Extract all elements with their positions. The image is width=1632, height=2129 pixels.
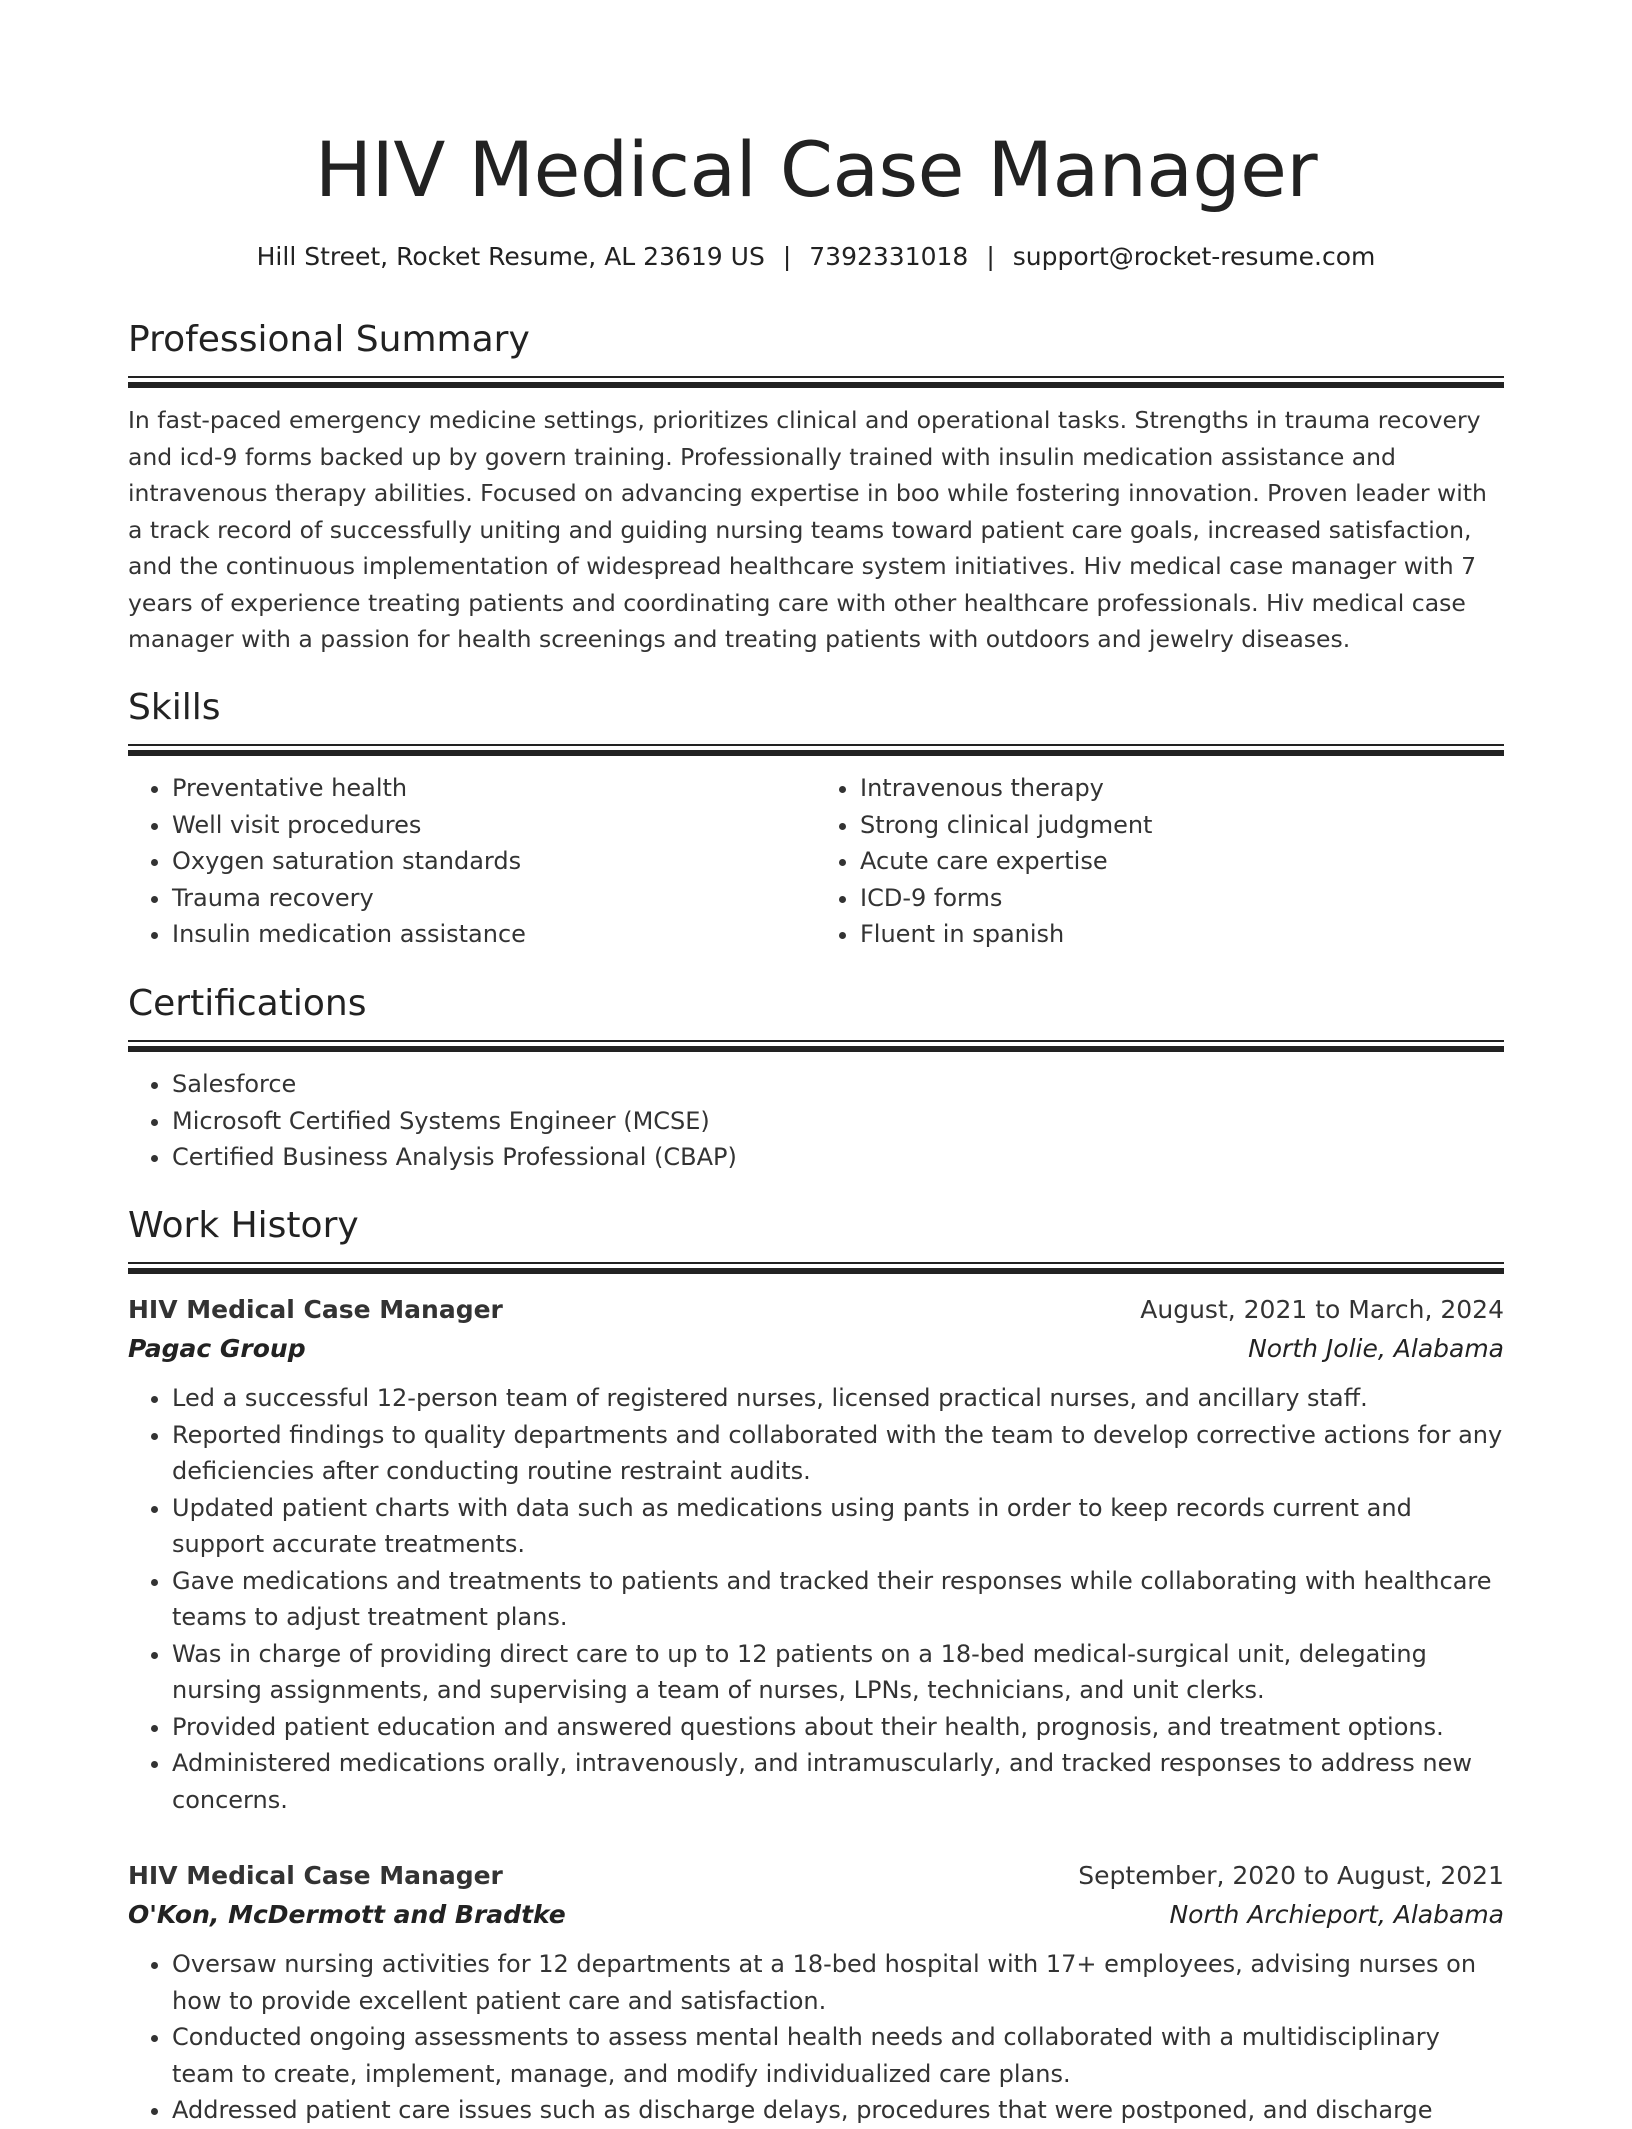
list-item: • Administered medications orally, intravenously, and intramuscularly, and tracked responses to address new concerns.	[172, 1745, 1504, 1818]
resume-name: HIV Medical Case Manager	[314, 125, 1318, 214]
job-title: HIV Medical Case Manager	[128, 1295, 503, 1324]
contact-email: support@rocket-resume.com	[1012, 242, 1376, 271]
section-divider	[128, 376, 1504, 388]
list-item: • Strong clinical judgment	[860, 807, 1504, 844]
list-item: • Fluent in spanish	[860, 916, 1504, 953]
job-company: O'Kon, McDermott and Bradtke	[128, 1900, 566, 1929]
job-location: North Jolie, Alabama	[1248, 1334, 1504, 1363]
job-title: HIV Medical Case Manager	[128, 1861, 503, 1890]
contact-address: Hill Street, Rocket Resume, AL 23619 US	[256, 242, 765, 271]
list-item: • Microsoft Certified Systems Engineer (MCSE)	[172, 1103, 1504, 1140]
job-header	[128, 1856, 1504, 1895]
skills-grid	[128, 756, 1504, 953]
list-item: • Gave medications and treatments to patients and tracked their responses while collaborating with healthcare teams to adjust treatment plans.	[172, 1563, 1504, 1636]
job-header	[128, 1290, 1504, 1329]
skills-section	[128, 684, 1504, 953]
list-item: • Conducted ongoing assessments to assess mental health needs and collaborated with a multidisciplinary team to create, implement, manage, and modify individualized care plans.	[172, 2019, 1504, 2092]
list-item: • Led a successful 12-person team of registered nurses, licensed practical nurses, and ancillary staff.	[172, 1380, 1504, 1417]
contact-phone: 7392331018	[809, 242, 969, 271]
section-title-skills: Skills	[128, 687, 221, 728]
list-item: • Trauma recovery	[172, 880, 816, 917]
list-item: • Oversaw nursing activities for 12 departments at a 18-bed hospital with 17+ employees, advising nurses on how to provide excellent patient care and satisfaction.	[172, 1946, 1504, 2019]
section-divider	[128, 1262, 1504, 1274]
list-item: • Certified Business Analysis Professional (CBAP)	[172, 1139, 1504, 1176]
list-item: • Preventative health	[172, 770, 816, 807]
section-divider	[128, 1040, 1504, 1052]
list-item: • Acute care expertise	[860, 843, 1504, 880]
section-title-work: Work History	[128, 1205, 359, 1246]
list-item: • Reported findings to quality departments and collaborated with the team to develop corrective actions for any deficiencies after conducting routine restraint audits.	[172, 1417, 1504, 1490]
list-item: • Updated patient charts with data such as medications using pants in order to keep records current and support accurate treatments.	[172, 1490, 1504, 1563]
certifications-list	[128, 1066, 1504, 1176]
job-bullets	[128, 1946, 1504, 2129]
certifications-section	[128, 980, 1504, 1176]
list-item: • Well visit procedures	[172, 807, 816, 844]
section-divider	[128, 744, 1504, 756]
job-subheader	[128, 1329, 1504, 1368]
list-item: • Insulin medication assistance	[172, 916, 816, 953]
skills-list-left	[128, 770, 816, 953]
list-item: • Oxygen saturation standards	[172, 843, 816, 880]
list-item: • Salesforce	[172, 1066, 1504, 1103]
contact-separator: |	[986, 242, 995, 271]
section-title-certifications: Certifications	[128, 983, 367, 1024]
job-bullets	[128, 1380, 1504, 1818]
job-subheader	[128, 1895, 1504, 1934]
section-title-summary: Professional Summary	[128, 319, 530, 360]
job-location: North Archieport, Alabama	[1169, 1900, 1504, 1929]
job-dates: September, 2020 to August, 2021	[1078, 1861, 1504, 1890]
list-item: • Was in charge of providing direct care to up to 12 patients on a 18-bed medical-surgical unit, delegating nursing assignments, and supervising a team of nurses, LPNs, technicians, and unit clerks.	[172, 1636, 1504, 1709]
list-item: • Provided patient education and answered questions about their health, prognosis, and treatment options.	[172, 1709, 1504, 1746]
job-company: Pagac Group	[128, 1334, 306, 1363]
job-entry	[128, 1290, 1504, 1818]
summary-section	[128, 316, 1504, 658]
contact-separator: |	[782, 242, 792, 271]
job-entry	[128, 1856, 1504, 2129]
list-item: • Addressed patient care issues such as discharge delays, procedures that were postponed, and discharge	[172, 2092, 1504, 2129]
summary-text: In fast-paced emergency medicine settings, prioritizes clinical and operational tasks. Strengths in trauma recovery and icd-9 forms backed up by govern training. Professionally trained with insulin medication assistance and intravenous therapy abilities. Focused on advancing expertise in boo while fostering innovation. Proven leader with a track record of successfully uniting and guiding nursing teams toward patient care goals, increased satisfaction, and the continuous implementation of widespread healthcare system initiatives. Hiv medical case manager with 7 years of experience treating patients and coordinating care with other healthcare professionals. Hiv medical case manager with a passion for health screenings and treating patients with outdoors and jewelry diseases.	[128, 406, 1487, 653]
work-section	[128, 1202, 1504, 2124]
resume-page	[128, 0, 1504, 2124]
skills-list-right	[816, 770, 1504, 953]
list-item: • ICD-9 forms	[860, 880, 1504, 917]
job-dates: August, 2021 to March, 2024	[1140, 1295, 1504, 1324]
list-item: • Intravenous therapy	[860, 770, 1504, 807]
contact-line	[128, 240, 1504, 274]
